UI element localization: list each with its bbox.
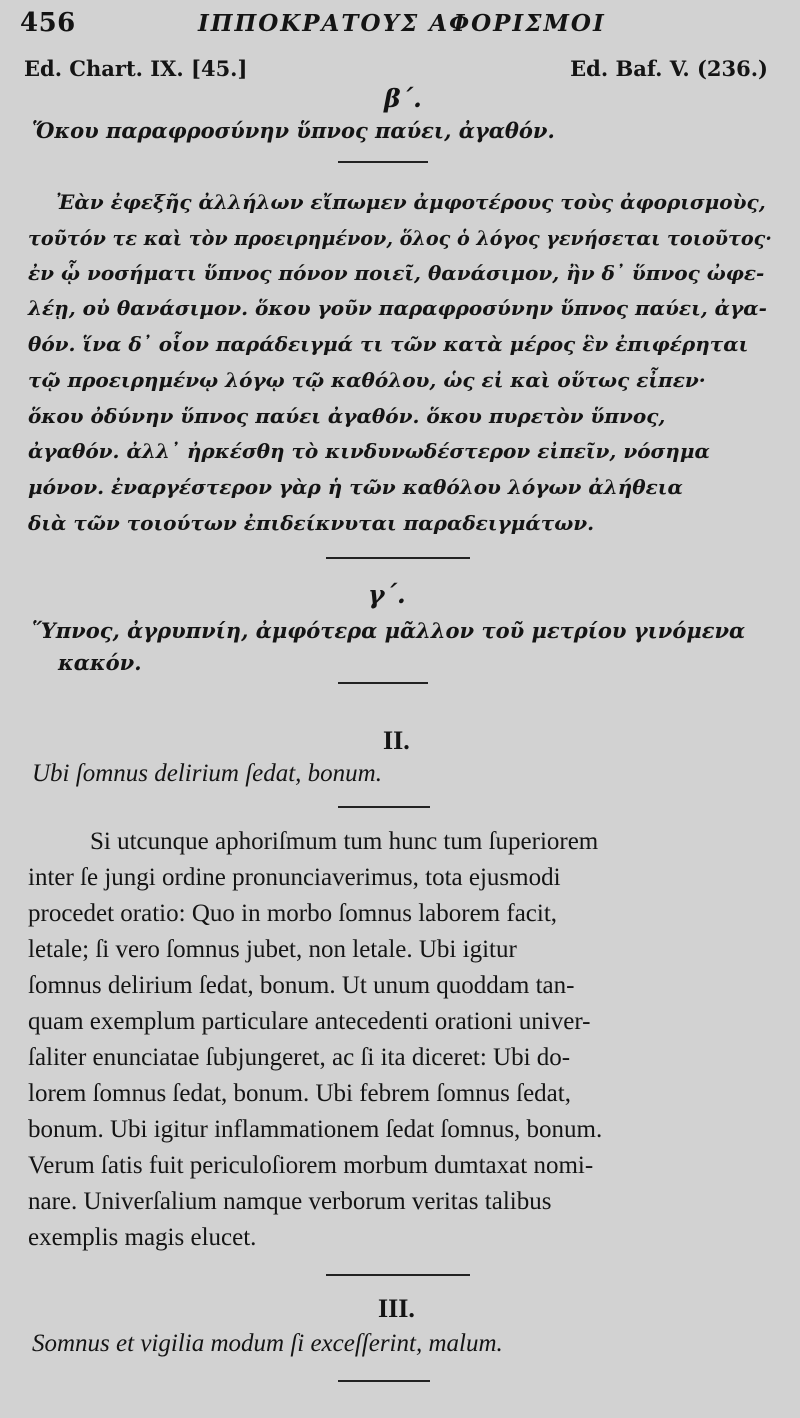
commentary-line: ἐν ᾧ νοσήματι ὕπνος πόνον ποιεῖ, θανάσιμον, ἢν δ᾽ ὕπνος ὠφε-: [28, 261, 765, 285]
aphorism-greek-gamma-line: Ὕπνος, ἀγρυπνίη, ἀμφότερα μᾶλλον τοῦ μετρίου γινόμενα: [32, 618, 746, 643]
section-numeral-gamma: γ΄.: [368, 580, 406, 609]
commentary-line: λέῃ, οὐ θανάσιμον. ὅκου γοῦν παραφροσύνην ὕπνος παύει, ἀγα-: [28, 296, 767, 320]
aphorism-greek-beta: Ὅκου παραφροσύνην ὕπνος παύει, ἀγαθόν.: [32, 118, 555, 143]
commentary-line: ſomnus delirium ſedat, bonum. Ut unum quoddam tan-: [28, 972, 575, 999]
commentary-line: διὰ τῶν τοιούτων ἐπιδείκνυται παραδειγμάτων.: [28, 511, 595, 535]
commentary-line: θόν. ἵνα δ᾽ οἷον παράδειγμά τι τῶν κατὰ μέρος ἓν ἐπιφέρηται: [28, 332, 749, 356]
commentary-line: inter ſe jungi ordine pronunciaverimus, tota ejusmodi: [28, 864, 561, 891]
section-divider: [338, 806, 430, 808]
commentary-line: letale; ſi vero ſomnus jubet, non letale. Ubi igitur: [28, 936, 517, 963]
commentary-line: τοῦτόν τε καὶ τὸν προειρημένον, ὅλος ὁ λόγος γενήσεται τοιοῦτος·: [28, 226, 772, 250]
commentary-line: Verum ſatis fuit periculoſiorem morbum dumtaxat nomi-: [28, 1152, 594, 1179]
commentary-line: ἀγαθόν. ἀλλ᾽ ἠρκέσθη τὸ κινδυνωδέστερον εἰπεῖν, νόσημα: [28, 439, 710, 463]
edition-reference-left: Ed. Chart. IX. [45.]: [24, 56, 248, 81]
commentary-line: Si utcunque aphoriſmum tum hunc tum ſuperiorem: [90, 828, 599, 855]
commentary-line: lorem ſomnus ſedat, bonum. Ubi febrem ſomnus ſedat,: [28, 1080, 571, 1107]
aphorism-latin-III: Somnus et vigilia modum ſi exceſſerint, malum.: [32, 1330, 503, 1357]
section-divider: [338, 682, 428, 684]
section-divider: [326, 557, 470, 559]
commentary-line: Ἐὰν ἐφεξῆς ἀλλήλων εἴπωμεν ἀμφοτέρους τοὺς ἀφορισμοὺς,: [56, 190, 766, 214]
section-divider: [326, 1274, 470, 1276]
commentary-line: ὅκου ὀδύνην ὕπνος παύει ἀγαθόν. ὅκου πυρετὸν ὕπνος,: [28, 404, 666, 428]
commentary-line: exemplis magis elucet.: [28, 1224, 257, 1251]
section-numeral-beta: β΄.: [384, 84, 422, 113]
aphorism-latin-II: Ubi ſomnus delirium ſedat, bonum.: [32, 760, 382, 787]
commentary-line: quam exemplum particulare antecedenti orationi univer-: [28, 1008, 591, 1035]
commentary-line: τῷ προειρημένῳ λόγῳ τῷ καθόλου, ὡς εἰ καὶ οὕτως εἶπεν·: [28, 368, 706, 392]
section-divider: [338, 1380, 430, 1382]
aphorism-greek-gamma-line: κακόν.: [58, 650, 142, 675]
commentary-line: μόνον. ἐναργέστερον γὰρ ἡ τῶν καθόλου λόγων ἀλήθεια: [28, 475, 683, 499]
running-title: ΙΠΠΟΚΡΑΤΟΥΣ ΑΦΟΡΙΣΜΟΙ: [198, 10, 606, 37]
page-number: 456: [20, 8, 76, 38]
edition-reference-right: Ed. Baf. V. (236.): [570, 56, 768, 81]
section-divider: [338, 161, 428, 163]
commentary-line: procedet oratio: Quo in morbo ſomnus laborem facit,: [28, 900, 558, 927]
section-numeral-III: III.: [378, 1294, 415, 1323]
section-numeral-II: II.: [383, 726, 410, 755]
commentary-line: bonum. Ubi igitur inflammationem ſedat ſomnus, bonum.: [28, 1116, 603, 1143]
commentary-line: nare. Univerſalium namque verborum veritas talibus: [28, 1188, 552, 1215]
commentary-line: ſaliter enunciatae ſubjungeret, ac ſi ita diceret: Ubi do-: [28, 1044, 571, 1071]
